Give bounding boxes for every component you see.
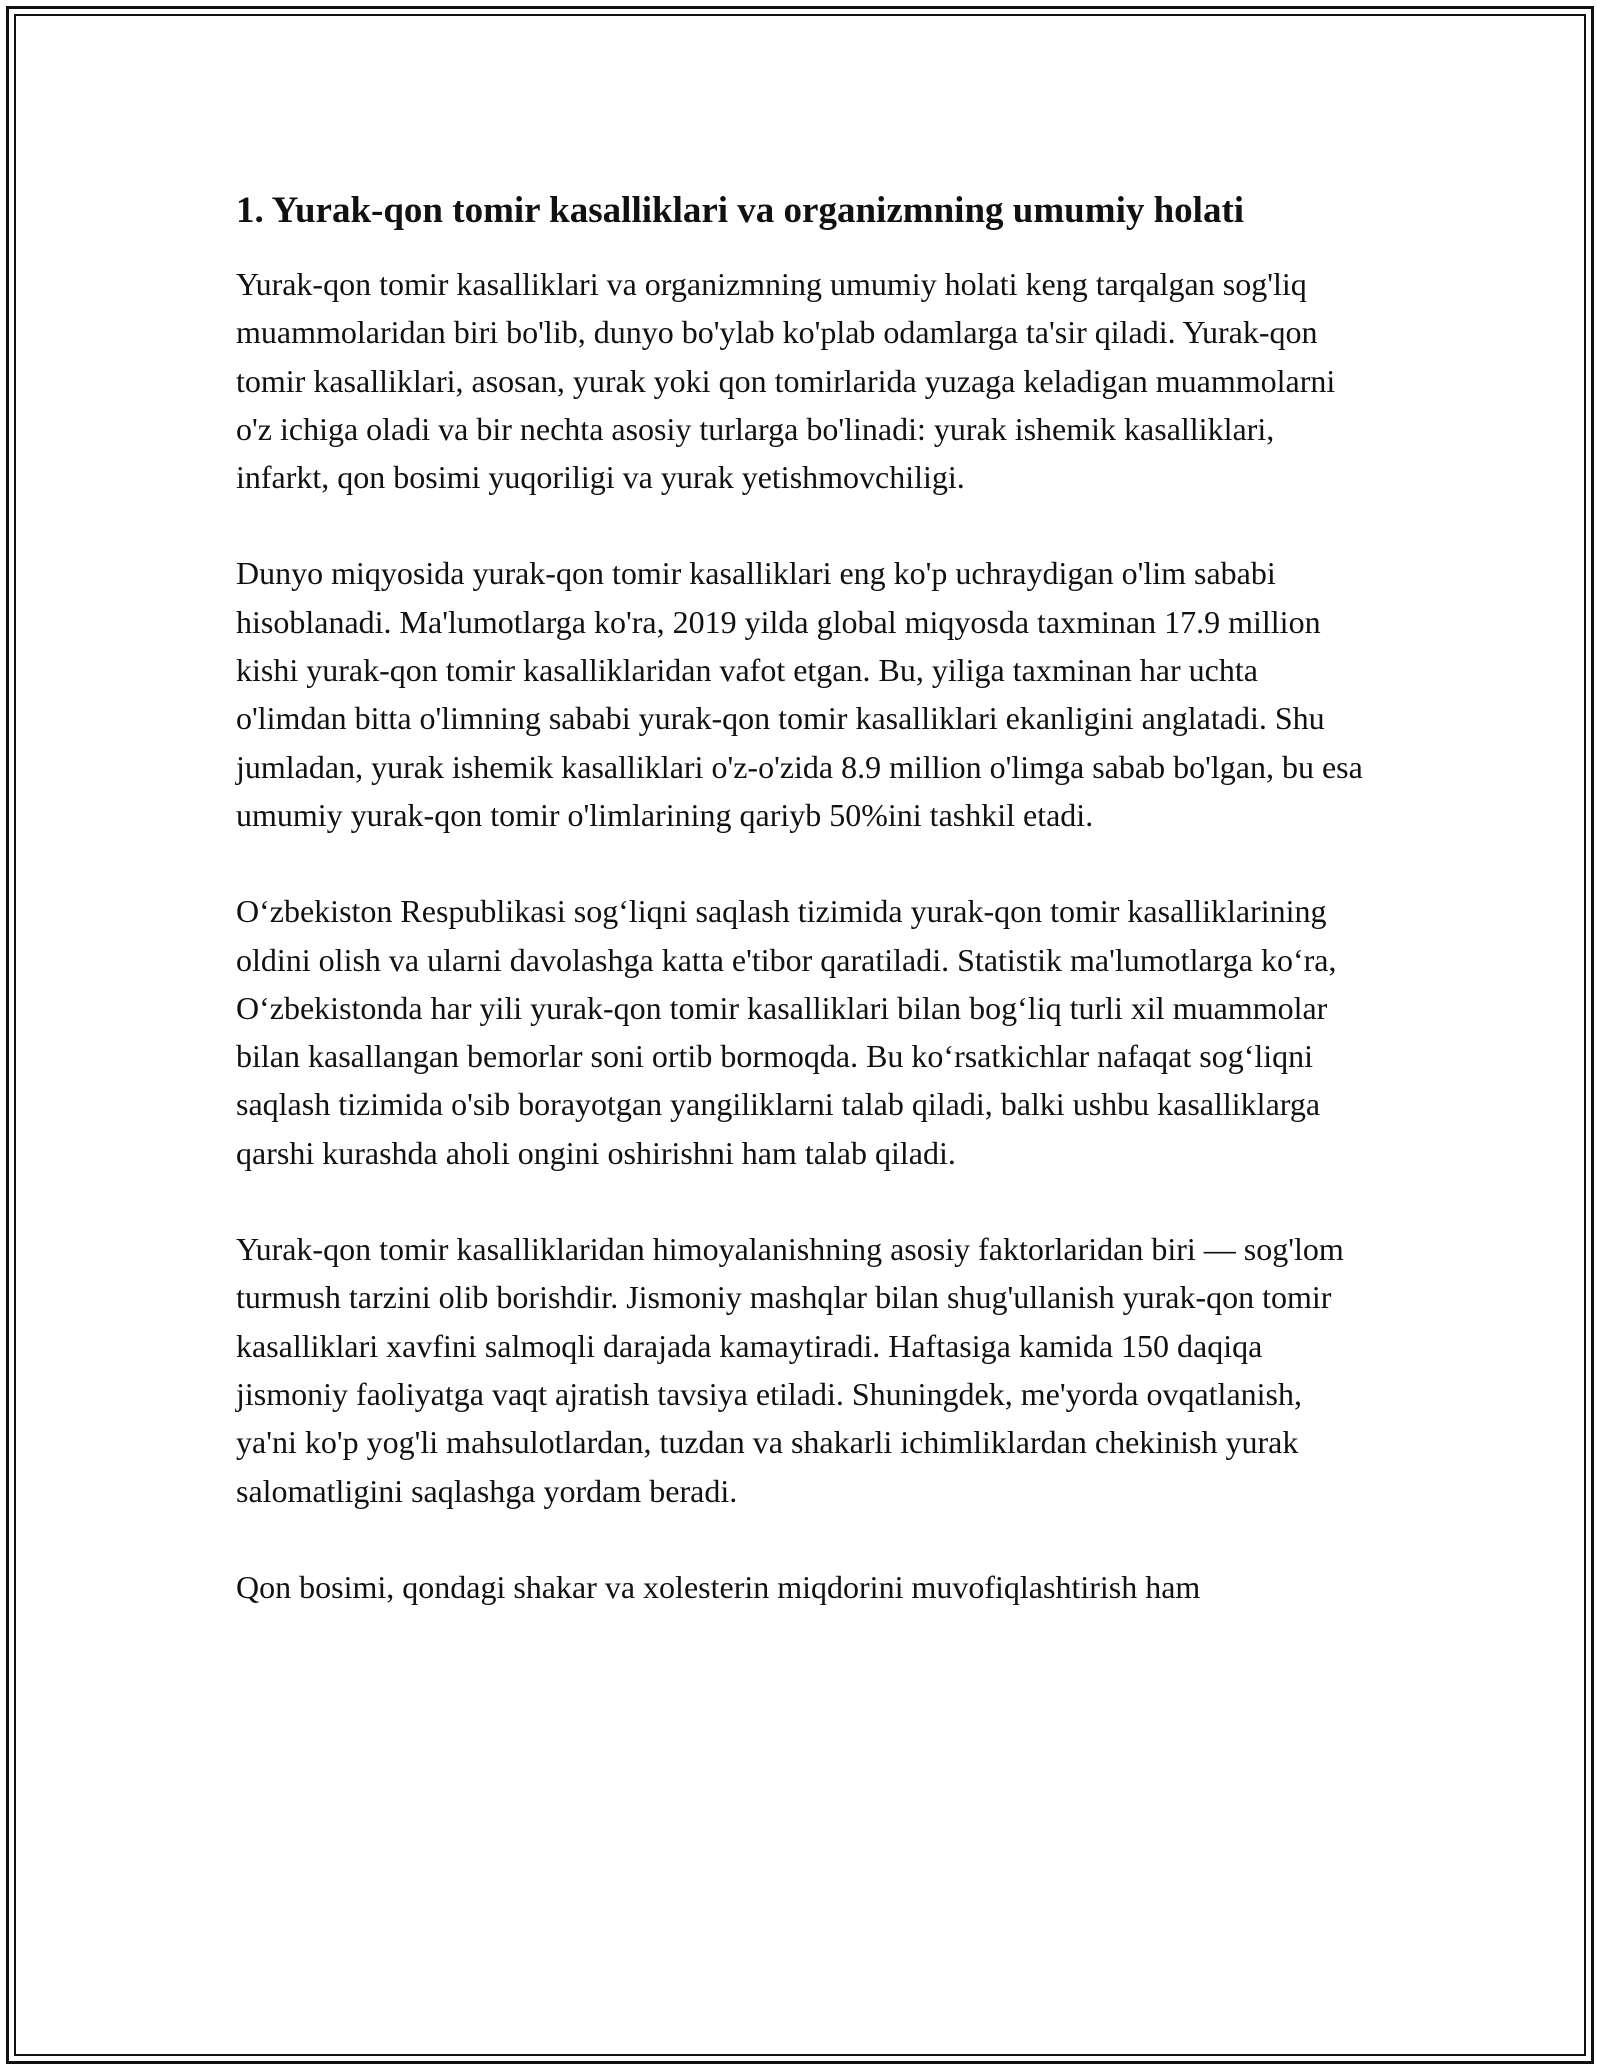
document-body xyxy=(236,184,1366,1659)
paragraph-1: Yurak-qon tomir kasalliklari va organizmning umumiy holati keng tarqalgan sog'liq muammolaridan biri bo'lib, dunyo bo'ylab ko'plab odamlarga ta'sir qiladi. Yurak-qon tomir kasalliklari, asosan, yurak yoki qon tomirlarida yuzaga keladigan muammolarni o'z ichiga oladi va bir nechta asosiy turlarga bo'linadi: yurak ishemik kasalliklari, infarkt, qon bosimi yuqoriligi va yurak yetishmovchiligi. xyxy=(236,266,1336,496)
paragraph-2: Dunyo miqyosida yurak-qon tomir kasalliklari eng ko'p uchraydigan o'lim sababi hisoblanadi. Ma'lumotlarga ko'ra, 2019 yilda global miqyosda taxminan 17.9 million kishi yurak-qon tomir kasalliklaridan vafot etgan. Bu, yiliga taxminan har uchta o'limdan bitta o'limning sababi yurak-qon tomir kasalliklari ekanligini anglatadi. Shu jumladan, yurak ishemik kasalliklari o'z-o'zida 8.9 million o'limga sabab bo'lgan, bu esa umumiy yurak-qon tomir o'limlarining qariyb 50%ini tashkil etadi. xyxy=(236,555,1363,833)
paragraph-3: O‘zbekiston Respublikasi sog‘liqni saqlash tizimida yurak-qon tomir kasalliklarining oldini olish va ularni davolashga katta e'tibor qaratiladi. Statistik ma'lumotlarga ko‘ra, O‘zbekistonda har yili yurak-qon tomir kasalliklari bilan bog‘liq turli xil muammolar bilan kasallangan bemorlar soni ortib bormoqda. Bu ko‘rsatkichlar nafaqat sog‘liqni saqlash tizimida o'sib borayotgan yangiliklarni talab qiladi, balki ushbu kasalliklarga qarshi kurashda aholi ongini oshirishni ham talab qiladi. xyxy=(236,893,1337,1171)
paragraph-5: Qon bosimi, qondagi shakar va xolesterin miqdorini muvofiqlashtirish ham xyxy=(236,1568,1201,1605)
paragraph-4: Yurak-qon tomir kasalliklaridan himoyalanishning asosiy faktorlaridan biri — sog'lom turmush tarzini olib borishdir. Jismoniy mashqlar bilan shug'ullanish yurak-qon tomir kasalliklari xavfini salmoqli darajada kamaytiradi. Haftasiga kamida 150 daqiqa jismoniy faoliyatga vaqt ajratish tavsiya etiladi. Shuningdek, me'yorda ovqatlanish, ya'ni ko'p yog'li mahsulotlardan, tuzdan va shakarli ichimliklardan chekinish yurak salomatligini saqlashga yordam beradi. xyxy=(236,1231,1344,1509)
section-heading: 1. Yurak-qon tomir kasalliklari va organizmning umumiy holati xyxy=(236,190,1245,231)
